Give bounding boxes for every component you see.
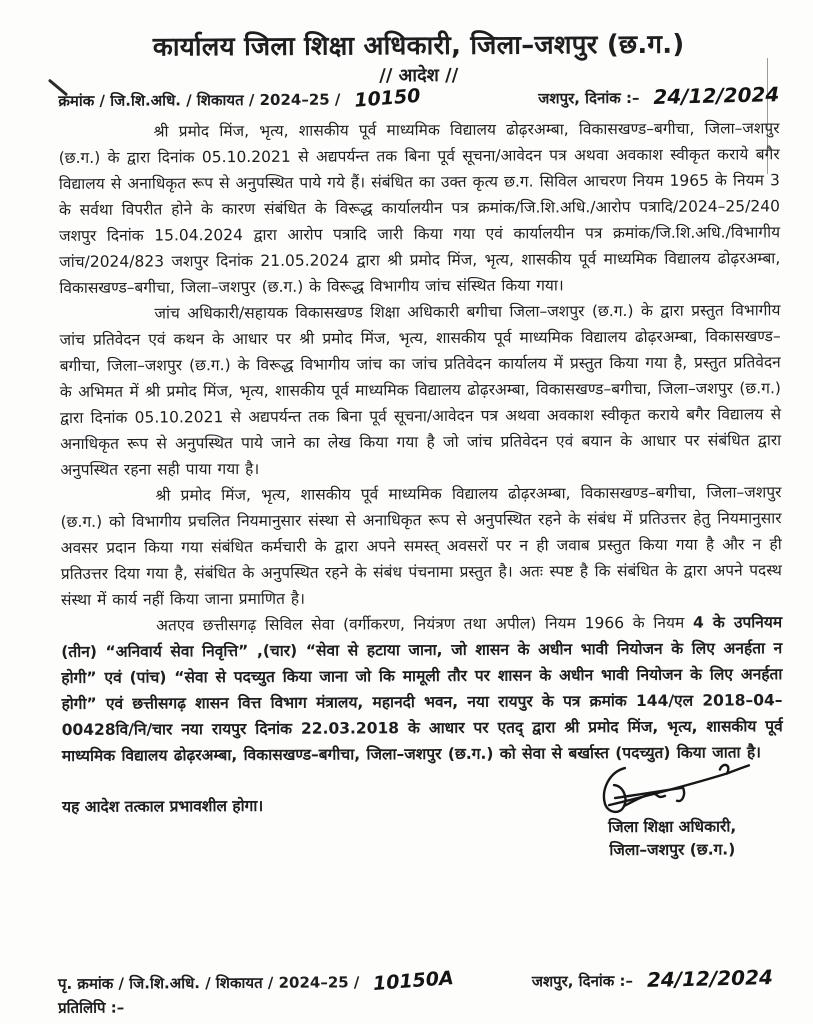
- signatory-designation-line2: जिला–जशपुर (छ.ग.): [609, 840, 736, 860]
- reference-number-handwritten: 10150: [353, 84, 422, 112]
- place-date-group: [538, 83, 779, 108]
- order-paragraph-1: श्री प्रमोद मिंज, भृत्य, शासकीय पूर्व माध्यमिक विद्यालय ढोढ़रअम्बा, विकासखण्ड–बगीचा, जिला–जशपुर (छ.ग.) के द्वारा दिनांक 05.10.2021 से अद्यपर्यन्त तक बिना पूर्व सूचना/आवेदन पत्र अथवा अवकाश स्वीकृत कराये बगैर विद्यालय से अनाधिकृत रूप से अनुपस्थित पाये गये हैं। संबंधित का उक्त कृत्य छ.ग. सिविल आचरण नियम 1965 के नियम 3 के सर्वथा विपरीत होने के कारण संबंधित के विरूद्ध कार्यालयीन पत्र क्रमांक/जि.शि.अधि./आरोप पत्रादि/2024–25/240 जशपुर दिनांक 15.04.2024 द्वारा आरोप पत्रादि जारी किया गया एवं कार्यालयीन पत्र क्रमांक/जि.शि.अधि./विभागीय जांच/2024/823 जशपुर दिनांक 21.05.2024 द्वारा श्री प्रमोद मिंज, भृत्य, शासकीय पूर्व माध्यमिक विद्यालय ढोढ़रअम्बा, विकासखण्ड–बगीचा, जिला–जशपुर (छ.ग.) के विरूद्ध विभागीय जांच संस्थित किया गया।: [58, 119, 781, 297]
- document-footer: [58, 966, 773, 1018]
- order-paragraph-2: जांच अधिकारी/सहायक विकासखण्ड शिक्षा अधिकारी बगीचा जिला–जशपुर (छ.ग.) के द्वारा प्रस्तुत विभागीय जांच प्रतिवेदन एवं कथन के आधार पर श्री प्रमोद मिंज, भृत्य, शासकीय पूर्व माध्यमिक विद्यालय ढोढ़रअम्बा, विकासखण्ड–बगीचा, जिला–जशपुर (छ.ग.) के विरूद्ध विभागीय जांच का जांच प्रतिवेदन कार्यालय में प्रस्तुत किया गया है, प्रस्तुत प्रतिवेदन के अभिमत में श्री प्रमोद मिंज, भृत्य, शासकीय पूर्व माध्यमिक विद्यालय ढोढ़रअम्बा, विकासखण्ड–बगीचा, जिला–जशपुर (छ.ग.) द्वारा दिनांक 05.10.2021 से अद्यपर्यन्त तक बिना पूर्व सूचना/आवेदन पत्र अथवा अवकाश स्वीकृत कराये बगैर विद्यालय से अनाधिकृत रूप से अनुपस्थित पाये जाने का लेख किया गया है जो जांच प्रतिवेदन एवं बयान के आधार पर संबंधित द्वारा अनुपस्थित रहना सही पाया गया है।: [59, 301, 782, 479]
- order-paragraph-4: [61, 609, 783, 769]
- document-content: [58, 24, 783, 865]
- footer-reference-row: [58, 966, 773, 994]
- copy-to-label: प्रतिलिपि :–: [58, 998, 125, 1017]
- reference-number-prefix: क्रमांक / जि.शि.अधि. / शिकायत / 2024–25 /: [58, 90, 341, 110]
- reference-number-group: [58, 84, 422, 112]
- closing-row: [62, 765, 783, 865]
- paragraph-4-intro: अतएव छत्तीसगढ़ सिविल सेवा (वर्गीकरण, नियंत्रण तथा अपील) नियम 1966 के नियम: [156, 613, 693, 635]
- paragraph-4-dismissal-clause: 4 के उपनियम (तीन) “अनिवार्य सेवा निवृत्ति” ,(चार) “सेवा से हटाया जाना, जो शासन के अधीन भावी नियोजन के लिए अनर्हता न होगी” एवं (पांच) “सेवा से पदच्युत किया जाना जो कि मामूली तौर पर शासन के अधीन भावी नियोजन के लिए अनर्हता होगी” एवं छत्तीसगढ़ शासन वित्त विभाग मंत्रालय, महानदी भवन, नया रायपुर के पत्र क्रमांक 144/एल 2018–04–00428वि/नि/चार नया रायपुर दिनांक 22.03.2018 के आधार पर एतद् द्वारा श्री प्रमोद मिंज, भृत्य, शासकीय पूर्व माध्यमिक विद्यालय ढोढ़रअम्बा, विकासखण्ड–बगीचा, जिला–जशपुर (छ.ग.) को सेवा से बर्खास्त (पदच्युत) किया जाता है।: [61, 613, 783, 765]
- footer-place-date-group: [532, 966, 773, 991]
- footer-reference-number-handwritten: 10150A: [372, 967, 455, 996]
- office-title: कार्यालय जिला शिक्षा अधिकारी, जिला–जशपुर (छ.ग.): [152, 29, 685, 63]
- signature-block: [587, 757, 758, 862]
- footer-place-date-label: जशपुर, दिनांक :–: [531, 971, 634, 991]
- footer-reference-number-group: [57, 967, 455, 996]
- signature-scrawl: [587, 757, 757, 820]
- signatory-designation-line1: जिला शिक्षा अधिकारी,: [608, 817, 737, 837]
- footer-date-handwritten: 24/12/2024: [646, 965, 774, 992]
- order-heading: // आदेश //: [379, 64, 459, 87]
- date-handwritten: 24/12/2024: [653, 82, 780, 109]
- order-paragraph-3: श्री प्रमोद मिंज, भृत्य, शासकीय पूर्व माध्यमिक विद्यालय ढोढ़रअम्बा, विकासखण्ड–बगीचा, जिला–जशपुर (छ.ग.) को विभागीय प्रचलित नियमानुसार संस्था से अनाधिकृत रूप से अनुपस्थित रहने के संबंध में प्रतिउत्तर हेतु नियमानुसार अवसर प्रदान किया गया संबंधित कर्मचारी के द्वारा अपने समस्त् अवसरों पर न ही जवाब प्रस्तुत किया गया है और न ही प्रतिउत्तर दिया गया है, संबंधित के अनुपस्थित रहने के संबंध पंचनामा प्रस्तुत है। अतः स्पष्ट है कि संबंधित के द्वारा अपने पदस्थ संस्था में कार्य नहीं किया जाना प्रमाणित है।: [60, 483, 782, 609]
- place-date-label: जशपुर, दिनांक :–: [538, 88, 640, 108]
- effective-immediately-line: यह आदेश तत्काल प्रभावशील होगा।: [62, 796, 264, 816]
- reference-row: [58, 83, 779, 111]
- footer-reference-prefix: पृ. क्रमांक / जि.शि.अधि. / शिकायत / 2024–25 /: [57, 973, 360, 993]
